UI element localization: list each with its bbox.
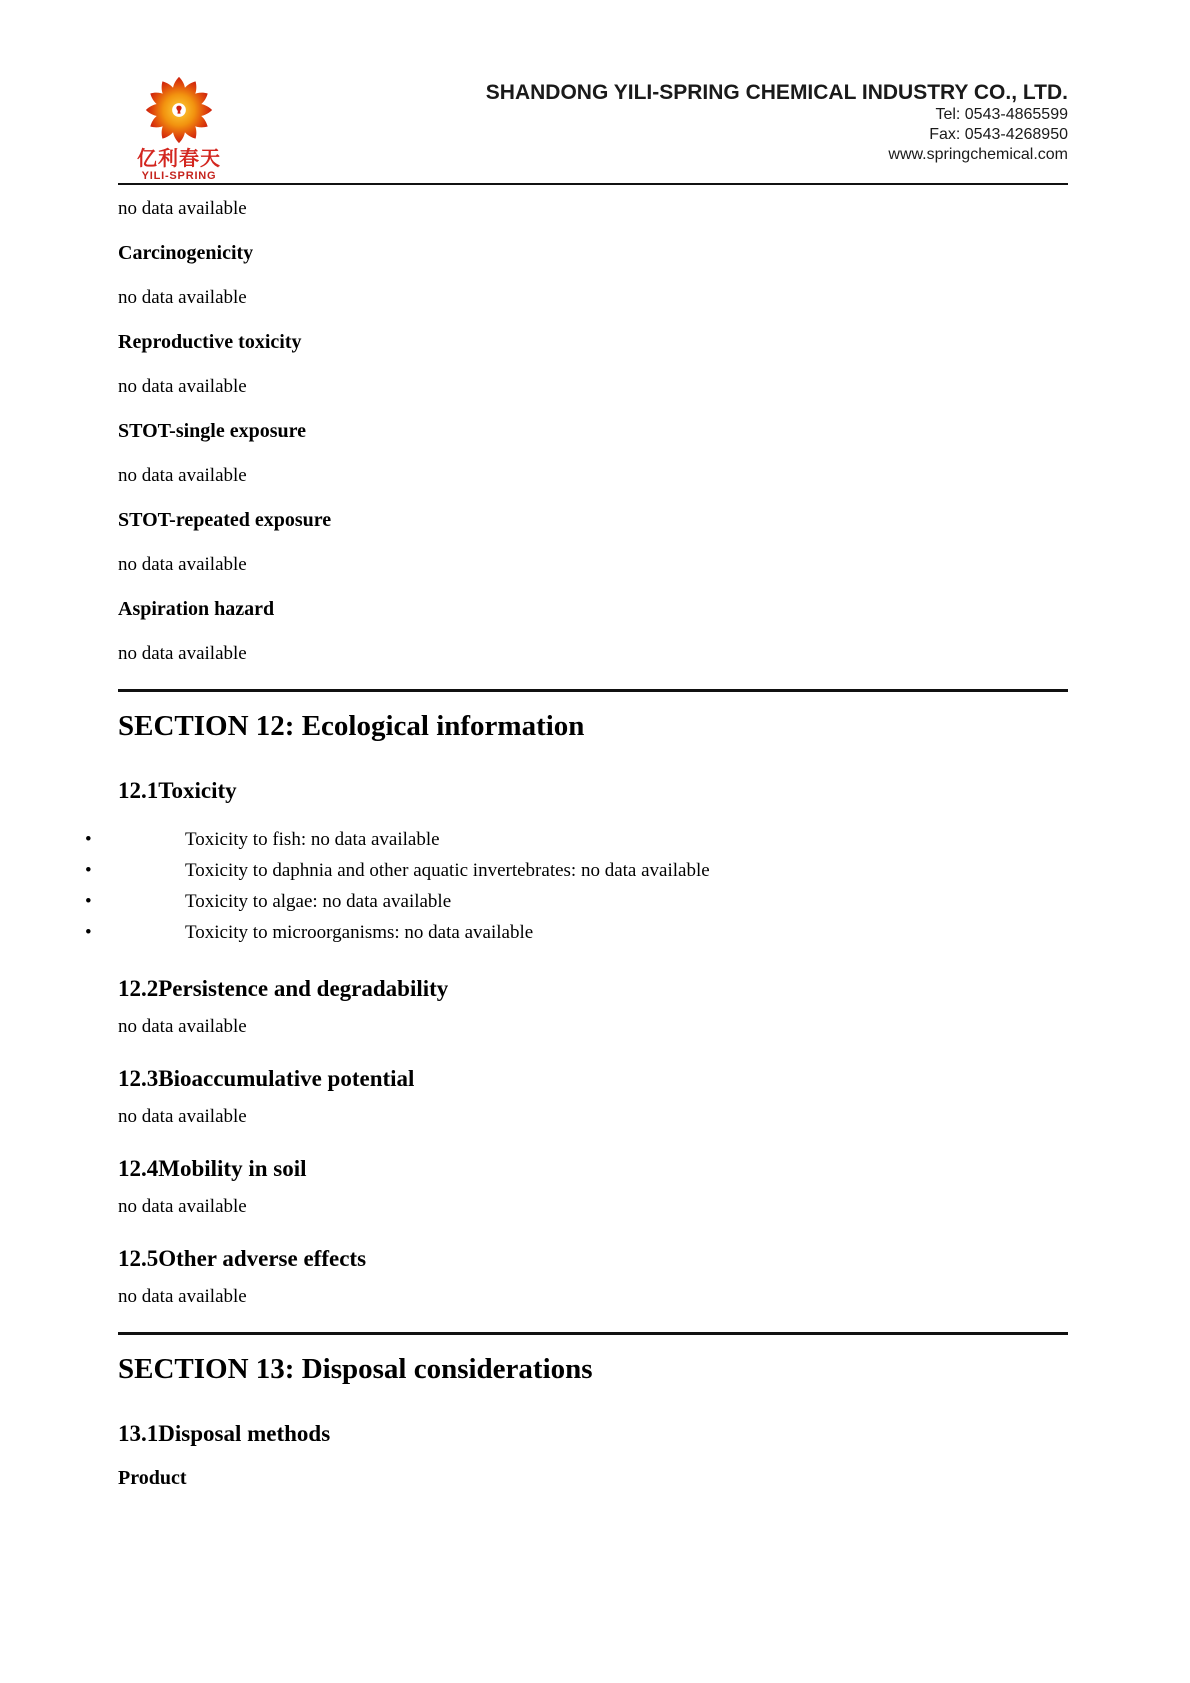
no-data-text: no data available [118, 1286, 247, 1307]
document-body [85, 198, 1068, 1490]
logo-chinese-text: 亿利春天 [137, 148, 221, 170]
toxicology-label-reproductive-toxicity: Reproductive toxicity [118, 331, 302, 353]
subsection-13-1-heading: 13.1Disposal methods [118, 1421, 331, 1446]
company-fax: Fax: 0543-4268950 [929, 126, 1068, 143]
bullet-icon: • [85, 891, 92, 912]
section-12-title: SECTION 12: Ecological information [118, 710, 585, 742]
subsection-12-4-heading: 12.4Mobility in soil [118, 1156, 307, 1181]
company-logo [124, 74, 234, 183]
company-website: www.springchemical.com [888, 146, 1068, 163]
subsection-12-3-heading: 12.3Bioaccumulative potential [118, 1066, 415, 1091]
toxicology-label-stot-single-exposure: STOT-single exposure [118, 420, 307, 442]
toxicity-bullet-item [85, 855, 1068, 886]
document-header [118, 0, 1068, 185]
section-divider [118, 689, 1068, 692]
bullet-icon: • [85, 922, 92, 943]
toxicity-bullet-text: Toxicity to microorganisms: no data available [185, 922, 534, 943]
toxicology-label-stot-repeated-exposure: STOT-repeated exposure [118, 509, 332, 531]
no-data-text: no data available [118, 1196, 247, 1217]
bullet-icon: • [85, 829, 92, 850]
toxicity-bullet-list [85, 824, 1068, 948]
no-data-text: no data available [118, 376, 247, 397]
toxicity-bullet-item [85, 824, 1068, 855]
flower-logo-icon [143, 74, 215, 146]
logo-english-text: YILI-SPRING [141, 170, 217, 182]
company-tel: Tel: 0543-4865599 [935, 106, 1068, 123]
toxicity-bullet-item [85, 886, 1068, 917]
no-data-text: no data available [118, 287, 247, 308]
toxicology-label-carcinogenicity: Carcinogenicity [118, 242, 254, 264]
no-data-text: no data available [118, 554, 247, 575]
bullet-icon: • [85, 860, 92, 881]
product-label: Product [118, 1467, 187, 1489]
subsection-12-2-heading: 12.2Persistence and degradability [118, 976, 449, 1001]
no-data-text: no data available [118, 1016, 247, 1037]
no-data-text: no data available [118, 465, 247, 486]
subsection-12-5-heading: 12.5Other adverse effects [118, 1246, 367, 1271]
toxicity-bullet-text: Toxicity to fish: no data available [185, 829, 440, 850]
toxicity-bullet-text: Toxicity to daphnia and other aquatic invertebrates: no data available [185, 860, 710, 881]
toxicity-bullet-text: Toxicity to algae: no data available [185, 891, 452, 912]
company-contact-block [486, 74, 1068, 165]
no-data-text: no data available [118, 198, 247, 219]
company-name: SHANDONG YILI-SPRING CHEMICAL INDUSTRY CO., LTD. [485, 81, 1068, 104]
section-divider [118, 1332, 1068, 1335]
no-data-text: no data available [118, 1106, 247, 1127]
no-data-text: no data available [118, 643, 247, 664]
toxicology-label-aspiration-hazard: Aspiration hazard [118, 598, 275, 620]
section-13-title: SECTION 13: Disposal considerations [118, 1353, 593, 1385]
toxicity-bullet-item [85, 917, 1068, 948]
subsection-12-1-heading: 12.1Toxicity [118, 778, 237, 803]
